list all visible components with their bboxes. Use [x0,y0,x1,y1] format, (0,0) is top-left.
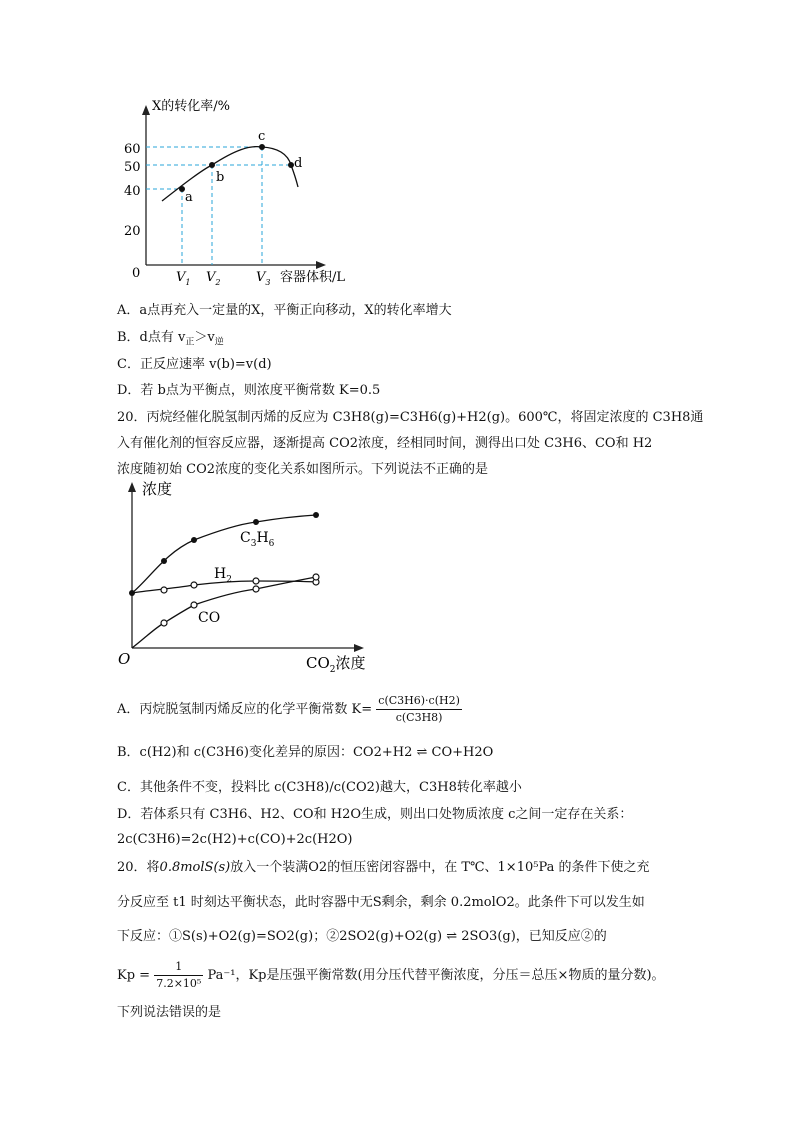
sub-forward: 正 [185,337,195,348]
x-axis-arrow [354,644,364,652]
x-tick-v2: $V_2$ [206,270,221,287]
kp-label: Kp = [117,968,151,983]
k-denominator: c(C3H8) [395,711,443,724]
sub-reverse: 逆 [214,337,224,348]
q20b-line3: 下反应：①S(s)+O2(g)=SO2(g)；②2SO2(g)+O2(g) ⇌ 2SO3(g)，已知反应②的 [117,929,607,944]
h2-point [253,578,259,584]
q20-option-d-line2: 2c(C3H6)=2c(H2)+c(CO)+2c(H2O) [117,832,353,847]
q19-option-d: D．若 b点为平衡点，则浓度平衡常数 K=0.5 [117,383,381,398]
point-label-b: b [216,170,225,185]
q20-option-a-text: A．丙烷脱氢制丙烯反应的化学平衡常数 K= [117,702,373,717]
q20b-line4 [117,958,665,994]
k-fraction [376,693,462,726]
kp-rest: Pa⁻¹，Kp是压强平衡常数(用分压代替平衡浓度，分压＝总压×物质的量分数)。 [207,968,665,983]
origin-label: O [118,650,131,668]
co-point [313,574,319,580]
co-point [253,586,259,592]
h2-point [191,582,197,588]
y-axis-arrow [128,482,136,492]
q20-stem-line1: 20．丙烷经催化脱氢制丙烯的反应为 C3H8(g)=C3H6(g)+H2(g)。600℃，将固定浓度的 C3H8通 [117,410,704,425]
y-tick: 40 [124,184,141,199]
concentration-chart [110,478,390,673]
x-axis-arrow [316,261,326,269]
q20b-line1-c: 放入一个装满O2的恒压密闭容器中，在 T℃、1×10⁵Pa 的条件下使之充 [230,860,650,875]
x-axis-label: 容器体积/L [280,270,346,285]
q20b-line5: 下列说法错误的是 [117,1005,222,1020]
origin-label: 0 [132,266,141,281]
q20-option-b: B．c(H2)和 c(C3H6)变化差异的原因：CO2+H2 ⇌ CO+H2O [117,745,494,760]
y-tick: 20 [124,224,141,239]
series-label-co: CO [198,610,221,626]
kp-denominator: 7.2×10⁵ [156,977,202,990]
q19-option-a: A．a点再充入一定量的X，平衡正向移动，X的转化率增大 [117,303,452,318]
kp-fraction [154,959,203,992]
k-numerator: c(C3H6)·c(H2) [376,693,462,710]
series-co-line [132,577,316,648]
series-label-h2: $H_2$ [214,566,232,585]
point-label-d: d [294,156,303,171]
q20b-line2: 分反应至 t1 时刻达平衡状态，此时容器中无S剩余，剩余 0.2molO2。此条件下可以发生如 [117,895,645,910]
q20-option-a [117,690,462,730]
kp-numerator: 1 [154,959,203,976]
c3h6-point [191,537,197,543]
q20-stem-line3: 浓度随初始 CO2浓度的变化关系如图所示。下列说法不正确的是 [117,462,489,477]
q19-option-c: C．正反应速率 v(b)=v(d) [117,357,272,372]
y-axis-arrow [142,105,150,115]
y-tick: 60 [124,142,141,157]
x-tick-v1: $V_1$ [176,270,191,287]
q20b-line1-b: 0.8molS(s) [159,860,231,875]
q20-stem-line2: 入有催化剂的恒容反应器，逐渐提高 CO2浓度，经相同时间，测得出口处 C3H6、CO和 H2 [117,436,653,451]
point-b [209,162,215,168]
c3h6-point [253,519,259,525]
co-point [191,602,197,608]
q19-option-b-mid: ＞v [194,330,215,345]
c3h6-point [313,512,319,518]
y-axis-label: X的转化率/% [152,99,230,114]
point-label-a: a [185,190,193,205]
c3h6-point [161,558,167,564]
q20b-line1 [117,859,650,877]
series-label-c3h6: $C_3H_6$ [240,530,275,549]
h2-point [161,587,167,593]
q19-option-b-text: B．d点有 v [117,330,186,345]
q19-option-b [117,329,224,352]
y-tick: 50 [124,160,141,175]
x-axis-label: $CO_2$浓度 [306,654,366,673]
co-point [161,620,167,626]
q20-option-d-line1: D．若体系只有 C3H6、H2、CO和 H2O生成，则出口处物质浓度 c之间一定存在关系： [117,807,633,822]
q20-option-c: C．其他条件不变，投料比 c(C3H8)/c(CO2)越大，C3H8转化率越小 [117,780,522,795]
q20b-line1-a: 20．将 [117,860,160,875]
y-axis-label: 浓度 [142,480,173,498]
point-label-c: c [258,129,266,144]
point-c [259,144,265,150]
conversion-chart [110,95,390,295]
x-tick-v3: $V_3$ [256,270,271,287]
